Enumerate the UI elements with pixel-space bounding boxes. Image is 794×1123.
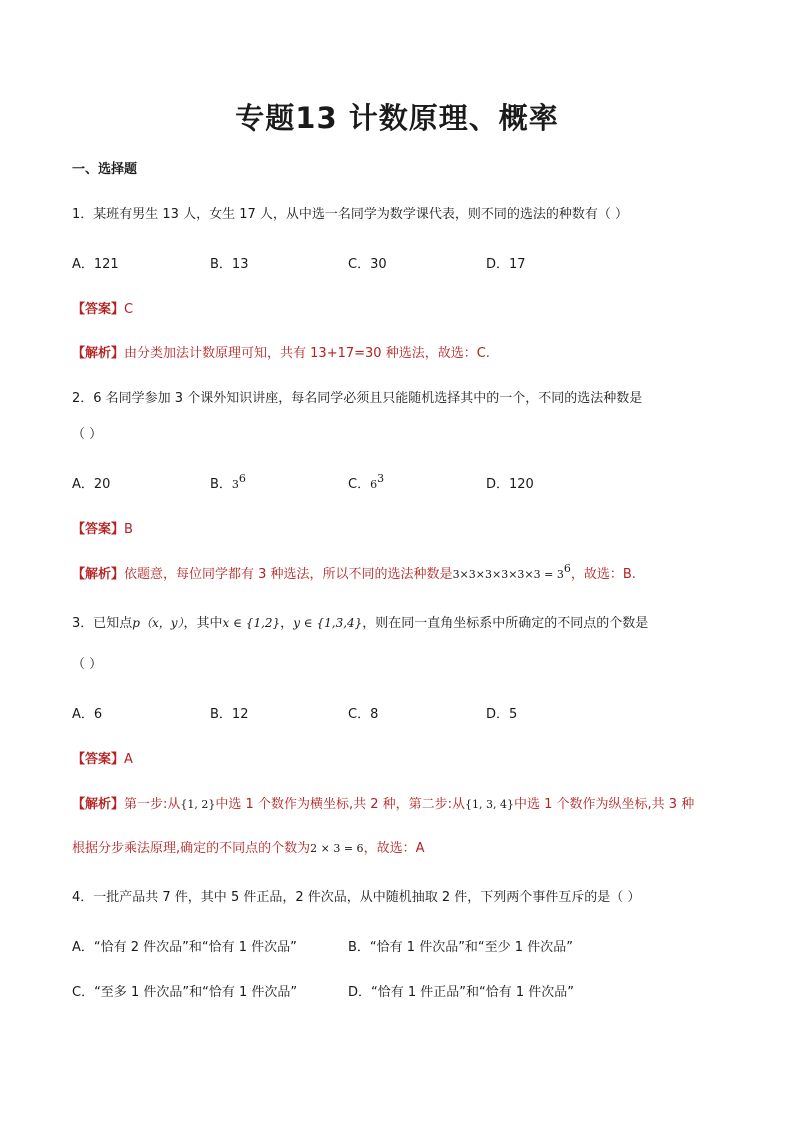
q3-analysis-line2-a: 根据分步乘法原理,确定的不同点的个数为 bbox=[72, 841, 311, 856]
q3-set-x: x ∈ {1,2} bbox=[222, 616, 281, 630]
q2-option-c bbox=[348, 472, 385, 494]
q3-analysis-line2-formula: 2 × 3 = 6 bbox=[310, 842, 364, 855]
q2-option-b-exp: 6 bbox=[238, 472, 246, 485]
q3-stem-prefix: 3．已知点 bbox=[72, 616, 133, 631]
question-2-stem: 2．6 名同学参加 3 个课外知识讲座，每名同学必须且只能随机选择其中的一个，不同的选法种数是 bbox=[72, 391, 643, 406]
q3-answer bbox=[72, 751, 133, 769]
q4-option-c: C．“至多 1 件次品”和“恰有 1 件次品” bbox=[72, 985, 298, 1000]
page-title: 专题13 计数原理、概率 bbox=[235, 101, 559, 135]
section-heading: 一、选择题 bbox=[72, 162, 138, 177]
q3-option-b: B．12 bbox=[210, 707, 249, 722]
q3-analysis-c: 中选 1 个数作为纵坐标,共 3 种 bbox=[513, 797, 695, 812]
q3-answer-value: A bbox=[124, 752, 133, 767]
q2-option-c-exp: 3 bbox=[377, 472, 385, 485]
q1-option-c: C．30 bbox=[348, 257, 387, 272]
q3-analysis-a: 第一步:从 bbox=[124, 797, 181, 812]
question-4-stem: 4．一批产品共 7 件，其中 5 件正品，2 件次品，从中随机抽取 2 件，下列两个事件互斥的是（ ） bbox=[72, 890, 641, 905]
q3-stem-mid2: ， bbox=[280, 616, 294, 631]
q3-blank: （ ） bbox=[72, 657, 103, 672]
q2-option-b-base: 3 bbox=[231, 478, 239, 491]
q3-analysis-line2 bbox=[72, 840, 424, 858]
analysis-tag: 【解析】 bbox=[72, 797, 125, 812]
q2-option-b bbox=[210, 472, 246, 494]
q1-answer bbox=[72, 301, 133, 319]
answer-tag: 【答案】 bbox=[72, 522, 125, 537]
question-1-stem: 1．某班有男生 13 人，女生 17 人，从中选一名同学为数学课代表，则不同的选法的种数有（ ） bbox=[72, 207, 629, 222]
q2-answer bbox=[72, 521, 133, 539]
answer-tag: 【答案】 bbox=[72, 302, 125, 317]
q3-stem-suffix: ，则在同一直角坐标系中所确定的不同点的个数是 bbox=[362, 616, 649, 631]
answer-tag: 【答案】 bbox=[72, 752, 125, 767]
q1-analysis bbox=[72, 345, 490, 363]
q4-option-a: A．“恰有 2 件次品”和“恰有 1 件次品” bbox=[72, 940, 297, 955]
q3-analysis-line2-b: ，故选：A bbox=[363, 841, 425, 856]
q2-analysis-formula-exp: 6 bbox=[563, 562, 571, 575]
q3-analysis-line1 bbox=[72, 796, 694, 814]
q3-set-y: y ∈ {1,3,4} bbox=[293, 616, 363, 630]
q3-analysis-set2: {1, 3, 4} bbox=[465, 798, 514, 811]
q2-blank: （ ） bbox=[72, 427, 103, 442]
q1-answer-value: C bbox=[124, 302, 134, 317]
q1-option-a: A．121 bbox=[72, 257, 119, 272]
q2-option-d: D．120 bbox=[486, 477, 534, 492]
q2-option-c-prefix: C． bbox=[348, 477, 371, 492]
q2-option-c-base: 6 bbox=[370, 478, 378, 491]
q2-option-b-prefix: B． bbox=[210, 477, 232, 492]
question-3-stem bbox=[72, 614, 648, 633]
q2-answer-value: B bbox=[124, 522, 133, 537]
analysis-tag: 【解析】 bbox=[72, 346, 125, 361]
q3-analysis-b: 中选 1 个数作为横坐标,共 2 种，第二步:从 bbox=[215, 797, 465, 812]
q4-option-b: B．“恰有 1 件次品”和“至少 1 件次品” bbox=[348, 940, 573, 955]
q3-stem-mid1: ，其中 bbox=[183, 616, 223, 631]
q2-analysis-part2: ，故选：B. bbox=[570, 567, 636, 582]
q3-option-a: A．6 bbox=[72, 707, 103, 722]
q1-option-b: B．13 bbox=[210, 257, 249, 272]
q3-option-d: D．5 bbox=[486, 707, 518, 722]
q4-option-d: D．“恰有 1 件正品”和“恰有 1 件次品” bbox=[348, 985, 575, 1000]
q1-analysis-text: 由分类加法计数原理可知，共有 13+17=30 种选法，故选：C. bbox=[124, 346, 490, 361]
q2-option-a: A．20 bbox=[72, 477, 111, 492]
q3-option-c: C．8 bbox=[348, 707, 379, 722]
q3-point-p: p（x，y） bbox=[132, 616, 184, 630]
analysis-tag: 【解析】 bbox=[72, 567, 125, 582]
q2-analysis-formula: 3×3×3×3×3×3 = 3 bbox=[452, 568, 564, 581]
q1-option-d: D．17 bbox=[486, 257, 526, 272]
q2-analysis bbox=[72, 562, 636, 584]
q3-analysis-set1: {1, 2} bbox=[180, 798, 216, 811]
q2-analysis-part1: 依题意，每位同学都有 3 种选法，所以不同的选法种数是 bbox=[124, 567, 453, 582]
